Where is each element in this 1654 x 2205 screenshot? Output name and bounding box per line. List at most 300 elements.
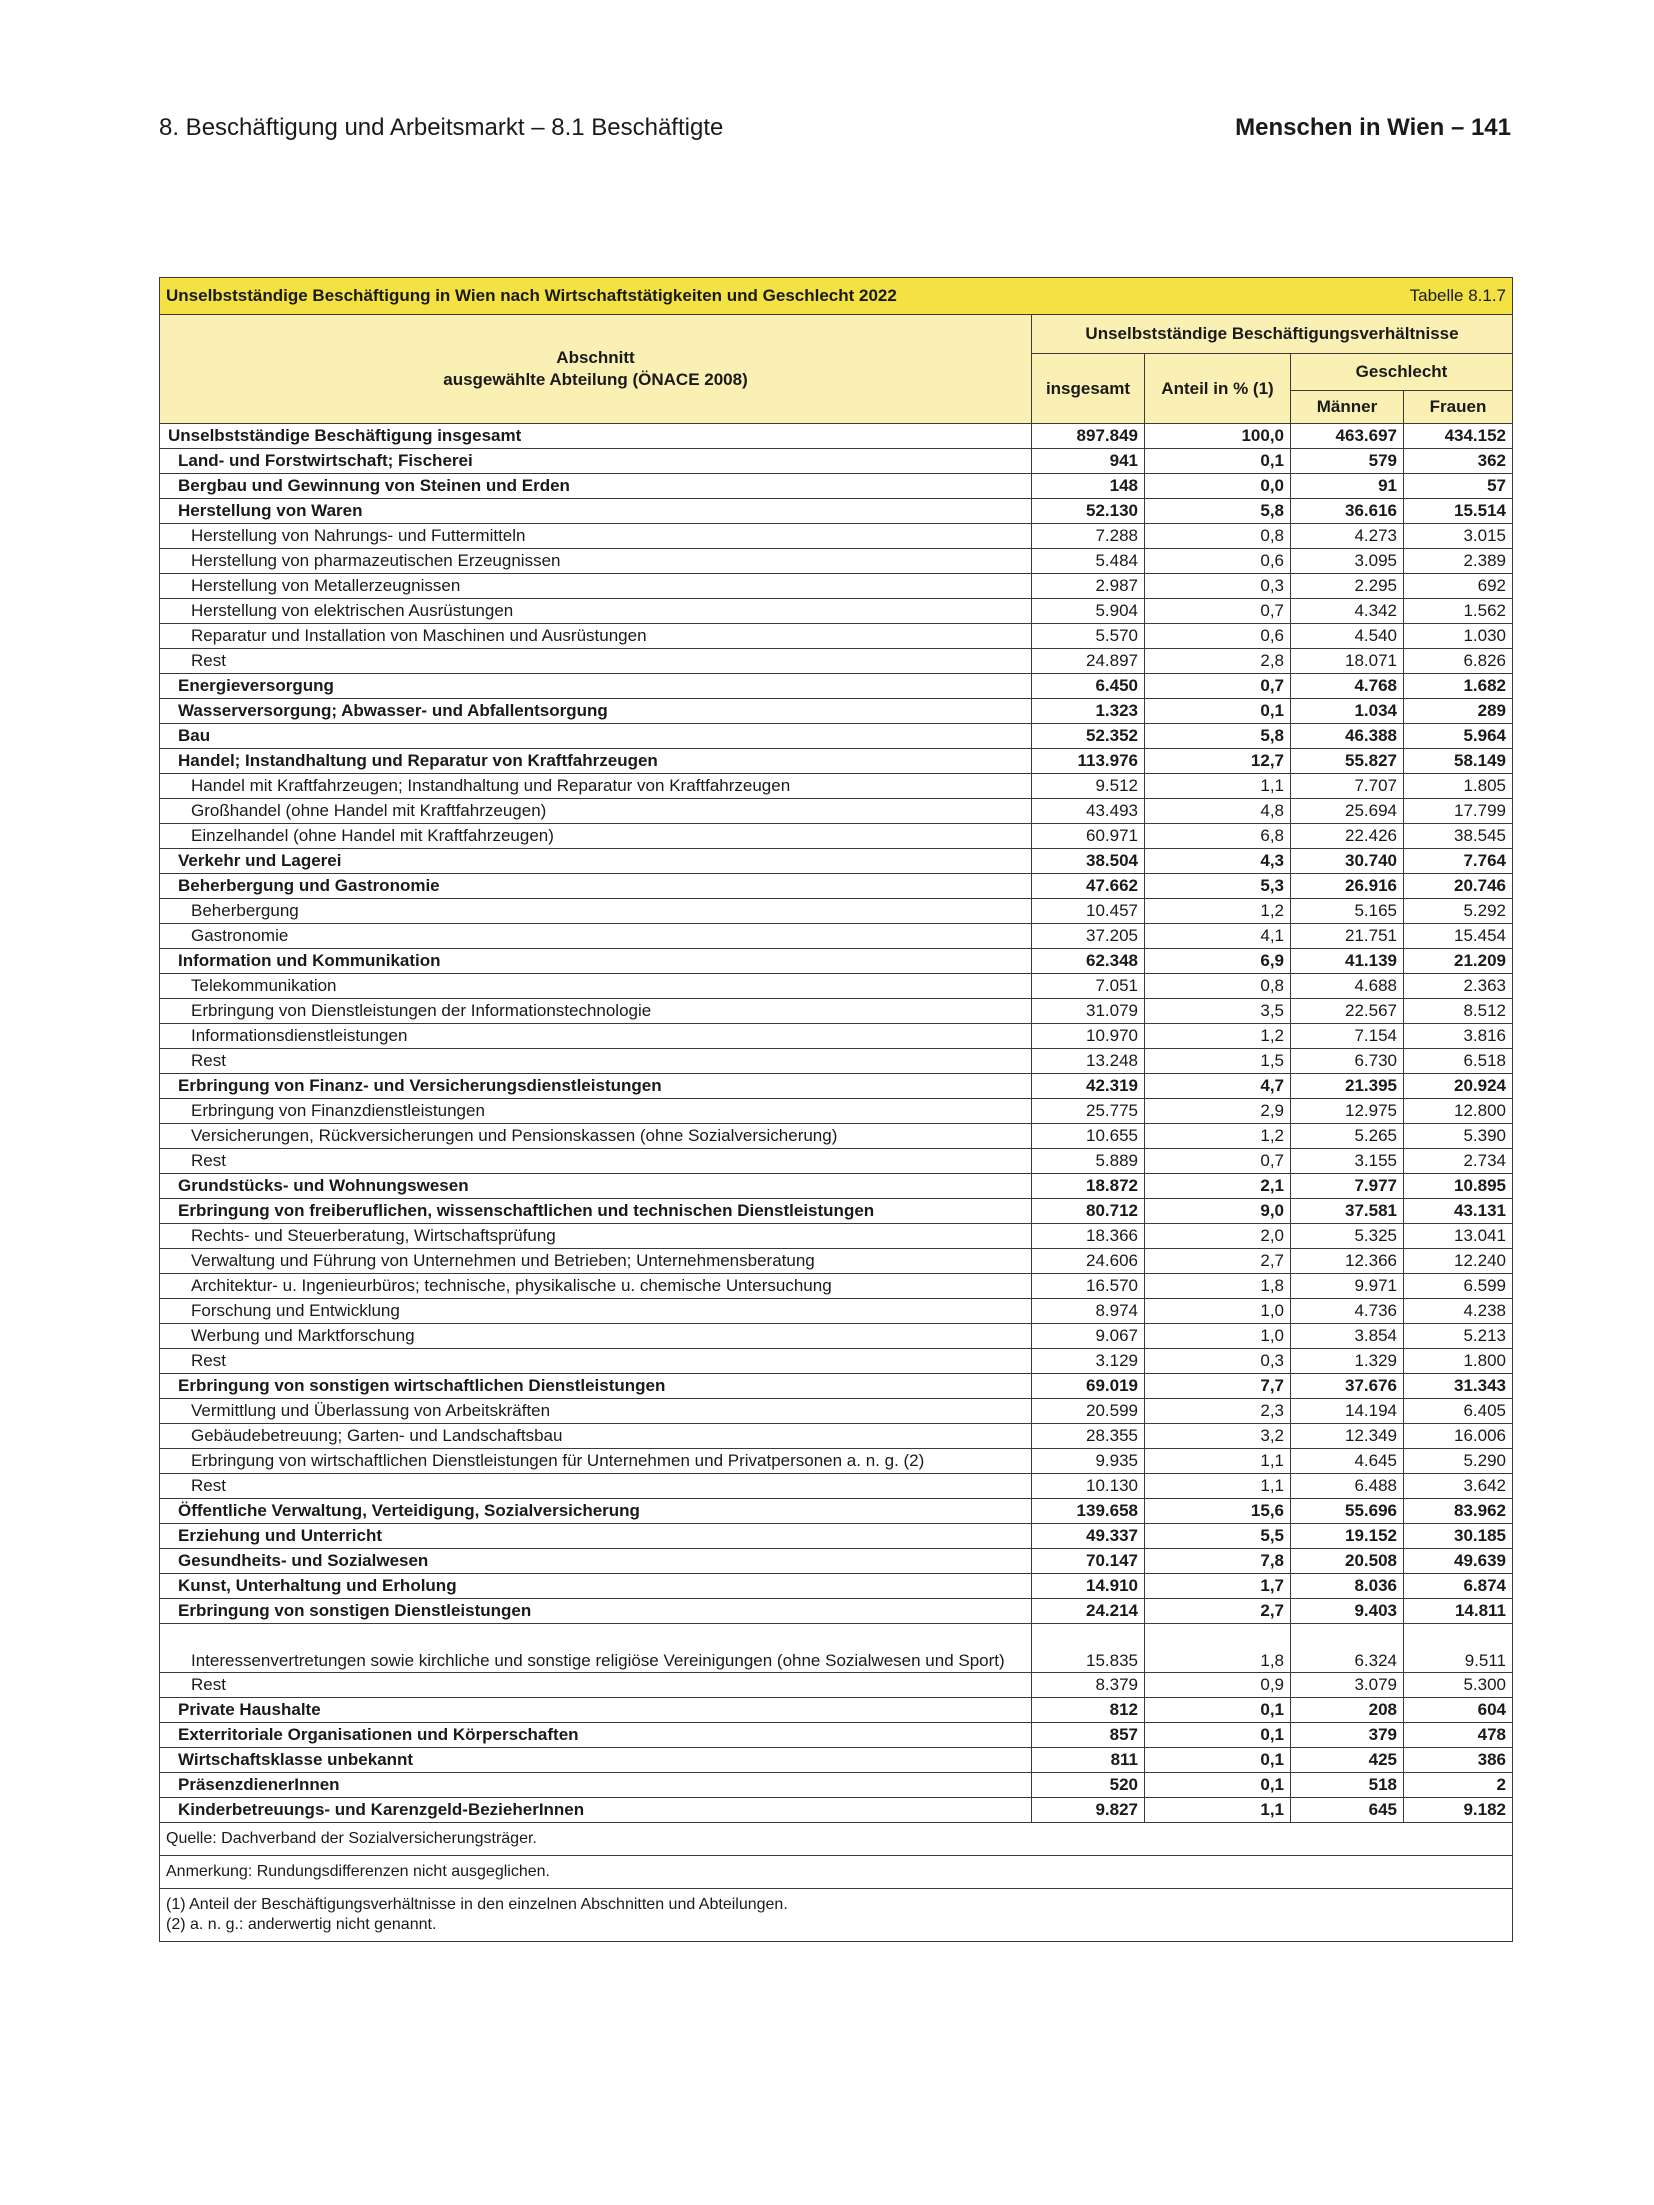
row-label: Herstellung von elektrischen Ausrüstungen (160, 599, 1032, 624)
cell-women: 478 (1404, 1723, 1513, 1748)
cell-share: 2,1 (1145, 1174, 1291, 1199)
table-row (160, 1574, 1513, 1599)
cell-women: 3.642 (1404, 1474, 1513, 1499)
cell-share: 0,7 (1145, 1149, 1291, 1174)
cell-share: 6,8 (1145, 824, 1291, 849)
cell-men: 19.152 (1291, 1524, 1404, 1549)
table-row (160, 1673, 1513, 1698)
row-label: Beherbergung und Gastronomie (160, 874, 1032, 899)
row-label: Vermittlung und Überlassung von Arbeitskräften (160, 1399, 1032, 1424)
table-row (160, 774, 1513, 799)
cell-women: 6.405 (1404, 1399, 1513, 1424)
cell-men: 46.388 (1291, 724, 1404, 749)
table-row (160, 1249, 1513, 1274)
row-label: Öffentliche Verwaltung, Verteidigung, Sozialversicherung (160, 1499, 1032, 1524)
cell-share: 2,8 (1145, 649, 1291, 674)
cell-men: 3.155 (1291, 1149, 1404, 1174)
cell-women: 5.964 (1404, 724, 1513, 749)
row-label: Erbringung von sonstigen wirtschaftlichen Dienstleistungen (160, 1374, 1032, 1399)
table-row (160, 974, 1513, 999)
row-label: Bergbau und Gewinnung von Steinen und Erden (160, 474, 1032, 499)
table-row (160, 1599, 1513, 1624)
cell-share: 4,7 (1145, 1074, 1291, 1099)
cell-total: 15.835 (1032, 1624, 1145, 1673)
cell-women: 434.152 (1404, 424, 1513, 449)
cell-women: 7.764 (1404, 849, 1513, 874)
cell-total: 52.352 (1032, 724, 1145, 749)
cell-women: 20.924 (1404, 1074, 1513, 1099)
cell-men: 55.827 (1291, 749, 1404, 774)
row-label: Wirtschaftsklasse unbekannt (160, 1748, 1032, 1773)
cell-women: 3.015 (1404, 524, 1513, 549)
cell-total: 37.205 (1032, 924, 1145, 949)
cell-men: 36.616 (1291, 499, 1404, 524)
row-label: Kinderbetreuungs- und Karenzgeld-BezieherInnen (160, 1798, 1032, 1823)
row-label: Verkehr und Lagerei (160, 849, 1032, 874)
row-label: Gastronomie (160, 924, 1032, 949)
cell-men: 5.265 (1291, 1124, 1404, 1149)
row-label: Exterritoriale Organisationen und Körperschaften (160, 1723, 1032, 1748)
table-title: Unselbstständige Beschäftigung in Wien nach Wirtschaftstätigkeiten und Geschlecht 2022 (166, 286, 897, 305)
cell-men: 22.567 (1291, 999, 1404, 1024)
table-row (160, 524, 1513, 549)
cell-share: 1,1 (1145, 1449, 1291, 1474)
cell-women: 5.290 (1404, 1449, 1513, 1474)
cell-men: 3.854 (1291, 1324, 1404, 1349)
row-label: Herstellung von pharmazeutischen Erzeugnissen (160, 549, 1032, 574)
cell-women: 12.800 (1404, 1099, 1513, 1124)
table-row (160, 1773, 1513, 1798)
cell-share: 4,3 (1145, 849, 1291, 874)
table-row (160, 1424, 1513, 1449)
cell-men: 1.329 (1291, 1349, 1404, 1374)
cell-total: 9.935 (1032, 1449, 1145, 1474)
table-row (160, 1124, 1513, 1149)
table-row (160, 874, 1513, 899)
row-label: Grundstücks- und Wohnungswesen (160, 1174, 1032, 1199)
cell-women: 289 (1404, 699, 1513, 724)
cell-total: 10.457 (1032, 899, 1145, 924)
cell-women: 6.826 (1404, 649, 1513, 674)
row-label: Information und Kommunikation (160, 949, 1032, 974)
cell-women: 1.800 (1404, 1349, 1513, 1374)
cell-women: 8.512 (1404, 999, 1513, 1024)
row-label: Erbringung von Finanzdienstleistungen (160, 1099, 1032, 1124)
cell-total: 7.051 (1032, 974, 1145, 999)
cell-total: 139.658 (1032, 1499, 1145, 1524)
cell-women: 6.874 (1404, 1574, 1513, 1599)
cell-share: 5,5 (1145, 1524, 1291, 1549)
cell-men: 3.079 (1291, 1673, 1404, 1698)
table-row (160, 749, 1513, 774)
table-row (160, 1274, 1513, 1299)
cell-share: 7,7 (1145, 1374, 1291, 1399)
cell-total: 18.366 (1032, 1224, 1145, 1249)
table-row (160, 549, 1513, 574)
row-label: Herstellung von Waren (160, 499, 1032, 524)
table-row (160, 474, 1513, 499)
row-label: Gebäudebetreuung; Garten- und Landschaftsbau (160, 1424, 1032, 1449)
remark-note: Anmerkung: Rundungsdifferenzen nicht ausgeglichen. (160, 1856, 1513, 1889)
column-header-total: insgesamt (1032, 354, 1145, 424)
cell-total: 31.079 (1032, 999, 1145, 1024)
chapter-title: 8. Beschäftigung und Arbeitsmarkt – 8.1 Beschäftigte (159, 114, 724, 141)
cell-men: 463.697 (1291, 424, 1404, 449)
cell-total: 20.599 (1032, 1399, 1145, 1424)
cell-men: 20.508 (1291, 1549, 1404, 1574)
row-label: Private Haushalte (160, 1698, 1032, 1723)
cell-men: 21.751 (1291, 924, 1404, 949)
cell-share: 0,1 (1145, 699, 1291, 724)
table-row (160, 1374, 1513, 1399)
cell-share: 0,9 (1145, 1673, 1291, 1698)
cell-women: 13.041 (1404, 1224, 1513, 1249)
row-label: Rest (160, 649, 1032, 674)
cell-share: 0,0 (1145, 474, 1291, 499)
cell-women: 3.816 (1404, 1024, 1513, 1049)
row-label: Interessenvertretungen sowie kirchliche und sonstige religiöse Vereinigungen (ohne Sozialwesen und Sport) (160, 1624, 1032, 1673)
cell-share: 0,1 (1145, 1723, 1291, 1748)
cell-share: 0,7 (1145, 674, 1291, 699)
row-label: Werbung und Marktforschung (160, 1324, 1032, 1349)
cell-share: 0,1 (1145, 1773, 1291, 1798)
cell-men: 12.975 (1291, 1099, 1404, 1124)
cell-share: 6,9 (1145, 949, 1291, 974)
cell-men: 6.488 (1291, 1474, 1404, 1499)
cell-share: 5,8 (1145, 724, 1291, 749)
cell-total: 24.897 (1032, 649, 1145, 674)
cell-total: 70.147 (1032, 1549, 1145, 1574)
cell-women: 9.182 (1404, 1798, 1513, 1823)
cell-women: 2.363 (1404, 974, 1513, 999)
table-row (160, 699, 1513, 724)
source-note: Quelle: Dachverband der Sozialversicherungsträger. (160, 1823, 1513, 1856)
cell-share: 1,2 (1145, 899, 1291, 924)
cell-total: 8.974 (1032, 1299, 1145, 1324)
row-label: Rechts- und Steuerberatung, Wirtschaftsprüfung (160, 1224, 1032, 1249)
cell-total: 5.889 (1032, 1149, 1145, 1174)
table-row (160, 1174, 1513, 1199)
cell-men: 21.395 (1291, 1074, 1404, 1099)
table-row (160, 899, 1513, 924)
column-header-line1: Abschnitt (556, 348, 635, 367)
cell-men: 30.740 (1291, 849, 1404, 874)
table-row (160, 1024, 1513, 1049)
row-label: Großhandel (ohne Handel mit Kraftfahrzeugen) (160, 799, 1032, 824)
row-label: Rest (160, 1474, 1032, 1499)
table-row (160, 649, 1513, 674)
table-row (160, 1199, 1513, 1224)
cell-share: 1,7 (1145, 1574, 1291, 1599)
cell-share: 2,3 (1145, 1399, 1291, 1424)
cell-total: 24.214 (1032, 1599, 1145, 1624)
table-body (160, 424, 1513, 1823)
cell-share: 1,1 (1145, 1798, 1291, 1823)
cell-men: 12.349 (1291, 1424, 1404, 1449)
table-row (160, 424, 1513, 449)
cell-men: 37.581 (1291, 1199, 1404, 1224)
cell-men: 5.165 (1291, 899, 1404, 924)
footnotes (160, 1889, 1513, 1942)
row-label: Kunst, Unterhaltung und Erholung (160, 1574, 1032, 1599)
cell-total: 28.355 (1032, 1424, 1145, 1449)
cell-men: 3.095 (1291, 549, 1404, 574)
cell-women: 21.209 (1404, 949, 1513, 974)
cell-share: 1,2 (1145, 1124, 1291, 1149)
cell-total: 7.288 (1032, 524, 1145, 549)
cell-women: 43.131 (1404, 1199, 1513, 1224)
table-row (160, 1049, 1513, 1074)
row-label: Reparatur und Installation von Maschinen und Ausrüstungen (160, 624, 1032, 649)
cell-women: 38.545 (1404, 824, 1513, 849)
cell-total: 2.987 (1032, 574, 1145, 599)
table-title-row (160, 278, 1513, 315)
row-label: Land- und Forstwirtschaft; Fischerei (160, 449, 1032, 474)
cell-women: 9.511 (1404, 1624, 1513, 1673)
cell-total: 9.512 (1032, 774, 1145, 799)
row-label: Erbringung von Dienstleistungen der Informationstechnologie (160, 999, 1032, 1024)
table-row (160, 1474, 1513, 1499)
table-row (160, 1798, 1513, 1823)
cell-share: 1,5 (1145, 1049, 1291, 1074)
cell-men: 6.730 (1291, 1049, 1404, 1074)
group-header: Unselbstständige Beschäftigungsverhältnisse (1032, 315, 1513, 354)
page-header (159, 114, 1511, 148)
cell-total: 148 (1032, 474, 1145, 499)
footnote-2: (2) a. n. g.: anderwertig nicht genannt. (166, 1916, 437, 1933)
cell-total: 520 (1032, 1773, 1145, 1798)
cell-women: 2.734 (1404, 1149, 1513, 1174)
cell-men: 518 (1291, 1773, 1404, 1798)
cell-men: 208 (1291, 1698, 1404, 1723)
footnote-1: (1) Anteil der Beschäftigungsverhältnisse in den einzelnen Abschnitten und Abteilungen. (166, 1896, 788, 1913)
cell-total: 80.712 (1032, 1199, 1145, 1224)
row-label: Energieversorgung (160, 674, 1032, 699)
row-label: Erziehung und Unterricht (160, 1524, 1032, 1549)
cell-share: 1,0 (1145, 1324, 1291, 1349)
cell-total: 941 (1032, 449, 1145, 474)
cell-total: 49.337 (1032, 1524, 1145, 1549)
cell-share: 0,8 (1145, 524, 1291, 549)
row-label: Architektur- u. Ingenieurbüros; technische, physikalische u. chemische Untersuchung (160, 1274, 1032, 1299)
cell-women: 83.962 (1404, 1499, 1513, 1524)
row-label: Handel; Instandhaltung und Reparatur von Kraftfahrzeugen (160, 749, 1032, 774)
table-row (160, 924, 1513, 949)
cell-share: 1,0 (1145, 1299, 1291, 1324)
cell-men: 425 (1291, 1748, 1404, 1773)
cell-men: 4.768 (1291, 674, 1404, 699)
cell-total: 897.849 (1032, 424, 1145, 449)
cell-women: 5.390 (1404, 1124, 1513, 1149)
row-label: Bau (160, 724, 1032, 749)
cell-share: 1,1 (1145, 774, 1291, 799)
cell-women: 2 (1404, 1773, 1513, 1798)
cell-women: 31.343 (1404, 1374, 1513, 1399)
cell-total: 812 (1032, 1698, 1145, 1723)
cell-women: 15.454 (1404, 924, 1513, 949)
row-label: Forschung und Entwicklung (160, 1299, 1032, 1324)
cell-men: 14.194 (1291, 1399, 1404, 1424)
cell-women: 4.238 (1404, 1299, 1513, 1324)
cell-men: 41.139 (1291, 949, 1404, 974)
cell-total: 857 (1032, 1723, 1145, 1748)
row-label: Rest (160, 1349, 1032, 1374)
cell-women: 2.389 (1404, 549, 1513, 574)
cell-share: 4,1 (1145, 924, 1291, 949)
cell-total: 10.130 (1032, 1474, 1145, 1499)
cell-total: 9.827 (1032, 1798, 1145, 1823)
table-row (160, 1524, 1513, 1549)
table-row (160, 1224, 1513, 1249)
cell-total: 8.379 (1032, 1673, 1145, 1698)
column-header-men: Männer (1291, 391, 1404, 424)
cell-men: 22.426 (1291, 824, 1404, 849)
cell-share: 1,2 (1145, 1024, 1291, 1049)
cell-share: 0,3 (1145, 1349, 1291, 1374)
cell-total: 62.348 (1032, 949, 1145, 974)
cell-share: 1,1 (1145, 1474, 1291, 1499)
table-row (160, 1624, 1513, 1673)
cell-total: 6.450 (1032, 674, 1145, 699)
row-label: Rest (160, 1149, 1032, 1174)
cell-share: 12,7 (1145, 749, 1291, 774)
row-label: Erbringung von wirtschaftlichen Dienstleistungen für Unternehmen und Privatpersonen a. n. g. (2) (160, 1449, 1032, 1474)
cell-men: 579 (1291, 449, 1404, 474)
cell-women: 5.300 (1404, 1673, 1513, 1698)
table-row (160, 1349, 1513, 1374)
cell-men: 37.676 (1291, 1374, 1404, 1399)
employment-table (159, 277, 1513, 1942)
column-header-line2: ausgewählte Abteilung (ÖNACE 2008) (443, 370, 748, 389)
table-number: Tabelle 8.1.7 (1409, 286, 1507, 305)
cell-men: 1.034 (1291, 699, 1404, 724)
row-label: Erbringung von freiberuflichen, wissenschaftlichen und technischen Dienstleistungen (160, 1199, 1032, 1224)
row-label: Erbringung von sonstigen Dienstleistungen (160, 1599, 1032, 1624)
cell-total: 16.570 (1032, 1274, 1145, 1299)
cell-women: 49.639 (1404, 1549, 1513, 1574)
cell-women: 386 (1404, 1748, 1513, 1773)
cell-men: 7.977 (1291, 1174, 1404, 1199)
cell-total: 3.129 (1032, 1349, 1145, 1374)
cell-share: 0,7 (1145, 599, 1291, 624)
cell-share: 0,6 (1145, 624, 1291, 649)
table-row (160, 1723, 1513, 1748)
row-label: PräsenzdienerInnen (160, 1773, 1032, 1798)
cell-total: 1.323 (1032, 699, 1145, 724)
table-row (160, 949, 1513, 974)
row-label: Rest (160, 1049, 1032, 1074)
row-label: Herstellung von Metallerzeugnissen (160, 574, 1032, 599)
cell-share: 1,8 (1145, 1274, 1291, 1299)
cell-total: 24.606 (1032, 1249, 1145, 1274)
cell-total: 14.910 (1032, 1574, 1145, 1599)
column-header-women: Frauen (1404, 391, 1513, 424)
cell-share: 100,0 (1145, 424, 1291, 449)
cell-women: 1.030 (1404, 624, 1513, 649)
row-label: Versicherungen, Rückversicherungen und Pensionskassen (ohne Sozialversicherung) (160, 1124, 1032, 1149)
cell-women: 1.805 (1404, 774, 1513, 799)
cell-share: 0,1 (1145, 1748, 1291, 1773)
table-row (160, 1149, 1513, 1174)
table-row (160, 1099, 1513, 1124)
cell-men: 25.694 (1291, 799, 1404, 824)
cell-share: 2,9 (1145, 1099, 1291, 1124)
table-row (160, 724, 1513, 749)
cell-share: 0,1 (1145, 1698, 1291, 1723)
cell-share: 2,7 (1145, 1599, 1291, 1624)
row-label: Rest (160, 1673, 1032, 1698)
cell-total: 18.872 (1032, 1174, 1145, 1199)
table-row (160, 1074, 1513, 1099)
cell-men: 645 (1291, 1798, 1404, 1823)
cell-men: 12.366 (1291, 1249, 1404, 1274)
cell-total: 5.570 (1032, 624, 1145, 649)
cell-total: 811 (1032, 1748, 1145, 1773)
row-label: Beherbergung (160, 899, 1032, 924)
table-row (160, 574, 1513, 599)
cell-women: 12.240 (1404, 1249, 1513, 1274)
column-header-section (160, 315, 1032, 424)
cell-men: 18.071 (1291, 649, 1404, 674)
cell-share: 5,8 (1145, 499, 1291, 524)
cell-women: 5.213 (1404, 1324, 1513, 1349)
cell-women: 15.514 (1404, 499, 1513, 524)
cell-women: 362 (1404, 449, 1513, 474)
cell-women: 58.149 (1404, 749, 1513, 774)
cell-men: 9.971 (1291, 1274, 1404, 1299)
table-row (160, 499, 1513, 524)
cell-men: 379 (1291, 1723, 1404, 1748)
cell-women: 5.292 (1404, 899, 1513, 924)
table-row (160, 1399, 1513, 1424)
table-row (160, 674, 1513, 699)
cell-share: 3,5 (1145, 999, 1291, 1024)
cell-men: 4.540 (1291, 624, 1404, 649)
row-label: Unselbstständige Beschäftigung insgesamt (160, 424, 1032, 449)
row-label: Einzelhandel (ohne Handel mit Kraftfahrzeugen) (160, 824, 1032, 849)
cell-men: 4.645 (1291, 1449, 1404, 1474)
row-label: Herstellung von Nahrungs- und Futtermitteln (160, 524, 1032, 549)
table-row (160, 824, 1513, 849)
cell-share: 4,8 (1145, 799, 1291, 824)
cell-share: 3,2 (1145, 1424, 1291, 1449)
cell-share: 2,7 (1145, 1249, 1291, 1274)
table-row (160, 1299, 1513, 1324)
cell-men: 4.688 (1291, 974, 1404, 999)
column-header-gender: Geschlecht (1291, 354, 1513, 391)
cell-share: 1,8 (1145, 1624, 1291, 1673)
table-row (160, 999, 1513, 1024)
table-row (160, 1549, 1513, 1574)
table-row (160, 624, 1513, 649)
cell-women: 20.746 (1404, 874, 1513, 899)
cell-total: 113.976 (1032, 749, 1145, 774)
table-row (160, 1748, 1513, 1773)
cell-men: 9.403 (1291, 1599, 1404, 1624)
row-label: Handel mit Kraftfahrzeugen; Instandhaltung und Reparatur von Kraftfahrzeugen (160, 774, 1032, 799)
row-label: Gesundheits- und Sozialwesen (160, 1549, 1032, 1574)
cell-total: 60.971 (1032, 824, 1145, 849)
column-header-share: Anteil in % (1) (1145, 354, 1291, 424)
cell-share: 0,8 (1145, 974, 1291, 999)
cell-share: 15,6 (1145, 1499, 1291, 1524)
page-number-title: Menschen in Wien – 141 (1235, 114, 1511, 141)
cell-men: 4.342 (1291, 599, 1404, 624)
table-row (160, 599, 1513, 624)
cell-total: 9.067 (1032, 1324, 1145, 1349)
row-label: Wasserversorgung; Abwasser- und Abfallentsorgung (160, 699, 1032, 724)
cell-total: 47.662 (1032, 874, 1145, 899)
